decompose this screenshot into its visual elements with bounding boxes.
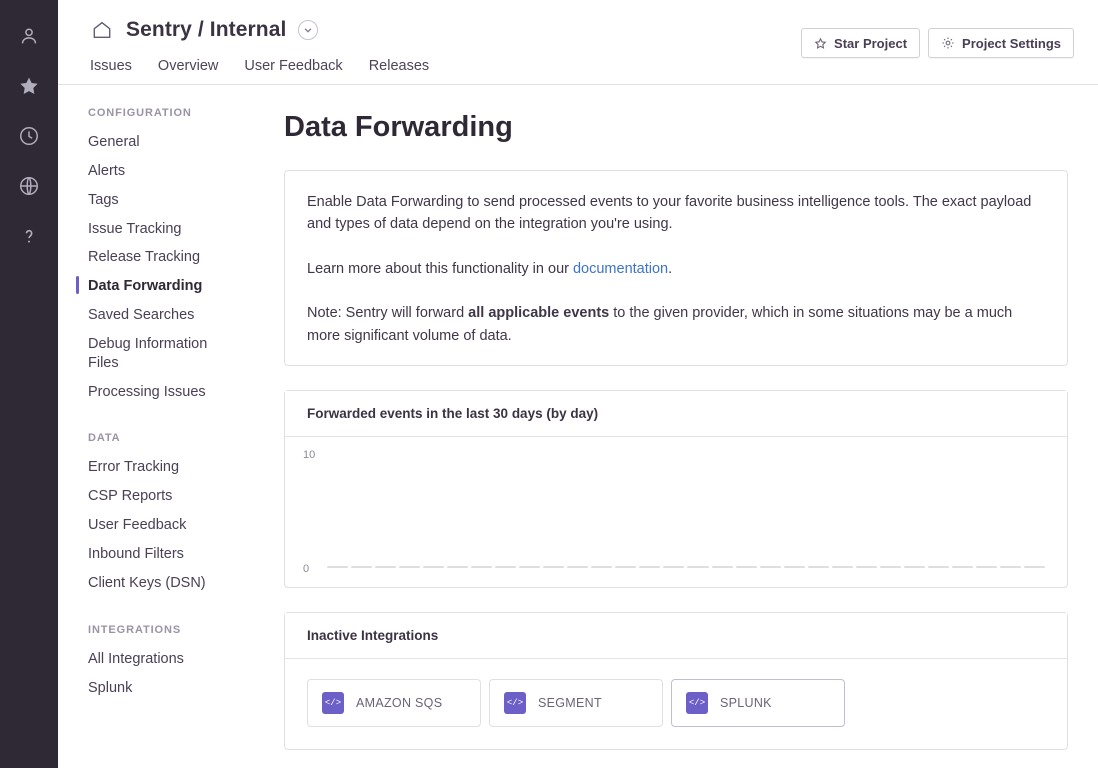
chart-bar[interactable] [327,566,348,568]
chart-bar[interactable] [375,566,396,568]
code-icon: </> [504,692,526,714]
star-icon [814,37,827,50]
integrations-list [285,659,1067,749]
project-settings-button[interactable] [928,28,1074,58]
nav-item-releases[interactable]: Releases [368,58,430,74]
chart-bar[interactable] [543,566,564,568]
inactive-integrations-title: Inactive Integrations [285,613,1067,659]
code-icon: </> [322,692,344,714]
sidebar-item-general[interactable]: General [88,134,140,150]
user-icon[interactable] [9,14,49,58]
settings-content [256,85,1098,768]
sidebar-group-configuration [88,107,256,406]
chart-bar[interactable] [639,566,660,568]
chart-bars [327,566,1045,568]
intro-paragraph-3-prefix: Note: Sentry will forward [307,305,469,322]
sidebar-item-inbound-filters[interactable]: Inbound Filters [88,545,184,562]
intro-paragraph-3-bold: all applicable events [468,305,610,322]
star-icon[interactable] [9,64,49,108]
sidebar-item-all-integrations[interactable]: All Integrations [88,650,184,667]
nav-item-issues[interactable]: Issues [90,58,132,74]
chart-bar[interactable] [687,566,708,568]
chart-bar[interactable] [1000,566,1021,568]
sidebar-group-data [88,432,256,597]
chart-bar[interactable] [495,566,516,568]
chart-bar[interactable] [808,566,829,568]
chart-bar[interactable] [447,566,468,568]
sidebar-group-integrations [88,624,256,703]
integration-name: SPLUNK [720,696,772,711]
chart-bar[interactable] [351,566,372,568]
chart-bar[interactable] [663,566,684,568]
sidebar-group-title: INTEGRATIONS [88,623,182,636]
intro-paragraph-2-suffix: . [668,260,673,277]
sidebar-group-title: CONFIGURATION [88,107,192,119]
sidebar-item-debug-information-files[interactable]: Debug Information Files [88,335,208,371]
chart-y-min-label: 0 [303,563,310,576]
sidebar-item-tags[interactable]: Tags [88,191,119,208]
header-actions [801,28,1074,58]
chart-bar[interactable] [952,566,973,568]
chart-y-max-label: 10 [303,449,316,462]
home-icon[interactable] [88,17,116,43]
sidebar-item-alerts[interactable]: Alerts [88,162,126,179]
sidebar-item-issue-tracking[interactable]: Issue Tracking [88,220,182,237]
page-title: Data Forwarding [284,111,513,143]
chart-bar[interactable] [856,566,877,568]
sidebar-item-processing-issues[interactable]: Processing Issues [88,383,206,400]
globe-icon[interactable] [9,164,49,208]
intro-paragraph-3 [307,302,1045,347]
nav-item-user-feedback[interactable]: User Feedback [244,58,343,74]
project-nav [88,58,1074,82]
chart-bar[interactable] [1024,566,1045,568]
chart-bar[interactable] [712,566,733,568]
integration-card-splunk[interactable] [671,679,845,727]
page-body [58,85,1098,768]
intro-panel-body [285,171,1067,365]
sidebar-item-user-feedback[interactable]: User Feedback [88,517,187,534]
sidebar-item-release-tracking[interactable]: Release Tracking [88,249,201,266]
integration-name: SEGMENT [538,696,602,711]
intro-panel [284,170,1068,366]
chart-bar[interactable] [519,566,540,568]
chart-bar[interactable] [760,566,781,568]
sidebar-item-saved-searches[interactable]: Saved Searches [88,307,195,324]
sidebar-group-title: DATA [88,432,121,445]
sidebar-item-data-forwarding[interactable]: Data Forwarding [88,272,238,301]
global-nav-rail [0,0,58,768]
intro-paragraph-2-prefix: Learn more about this functionality in our [307,260,573,277]
nav-item-overview[interactable]: Overview [157,58,219,74]
project-settings-label: Project Settings [962,35,1061,51]
chevron-down-icon[interactable] [298,20,318,40]
chart-bar[interactable] [736,566,757,568]
documentation-link[interactable]: documentation [572,260,669,277]
help-icon[interactable] [9,214,49,258]
settings-sidebar [58,85,256,768]
chart-bar[interactable] [928,566,949,568]
sidebar-item-error-tracking[interactable]: Error Tracking [88,459,180,476]
integration-card-segment[interactable] [489,679,663,727]
chart-bar[interactable] [904,566,925,568]
chart-bar[interactable] [976,566,997,568]
sidebar-item-splunk[interactable]: Splunk [88,679,133,696]
forwarded-events-panel [284,390,1068,588]
star-project-button[interactable] [801,28,920,58]
chart-plot-area [327,455,1045,568]
star-project-label: Star Project [834,35,908,51]
chart-bar[interactable] [399,566,420,568]
chart-bar[interactable] [591,566,612,568]
sidebar-item-client-keys[interactable]: Client Keys (DSN) [88,574,206,591]
intro-paragraph-3-suffix: to the given provider, which in some situations may be a much more significant volume of data. [307,305,1013,344]
forwarded-events-title: Forwarded events in the last 30 days (by day) [285,391,1067,437]
page-header [58,0,1098,85]
intro-paragraph-2 [307,258,1045,280]
sidebar-item-csp-reports[interactable]: CSP Reports [88,488,173,505]
integration-name: AMAZON SQS [356,696,443,711]
chart-bar[interactable] [615,566,636,568]
breadcrumb-title[interactable]: Sentry / Internal [126,18,287,41]
code-icon: </> [686,692,708,714]
clock-icon[interactable] [9,114,49,158]
chart-bar[interactable] [471,566,492,568]
gear-icon [941,36,955,50]
chart-bar[interactable] [880,566,901,568]
main-region [58,0,1098,768]
chart-bar[interactable] [784,566,805,568]
integration-card-amazon-sqs[interactable] [307,679,481,727]
intro-paragraph-1: Enable Data Forwarding to send processed events to your favorite business intelligence tools. The exact payload and types of data depend on the integration you're using. [307,194,1032,233]
chart-bar[interactable] [567,566,588,568]
chart-bar[interactable] [832,566,853,568]
forwarded-events-chart [285,437,1067,587]
chart-bar[interactable] [423,566,444,568]
inactive-integrations-panel [284,612,1068,750]
